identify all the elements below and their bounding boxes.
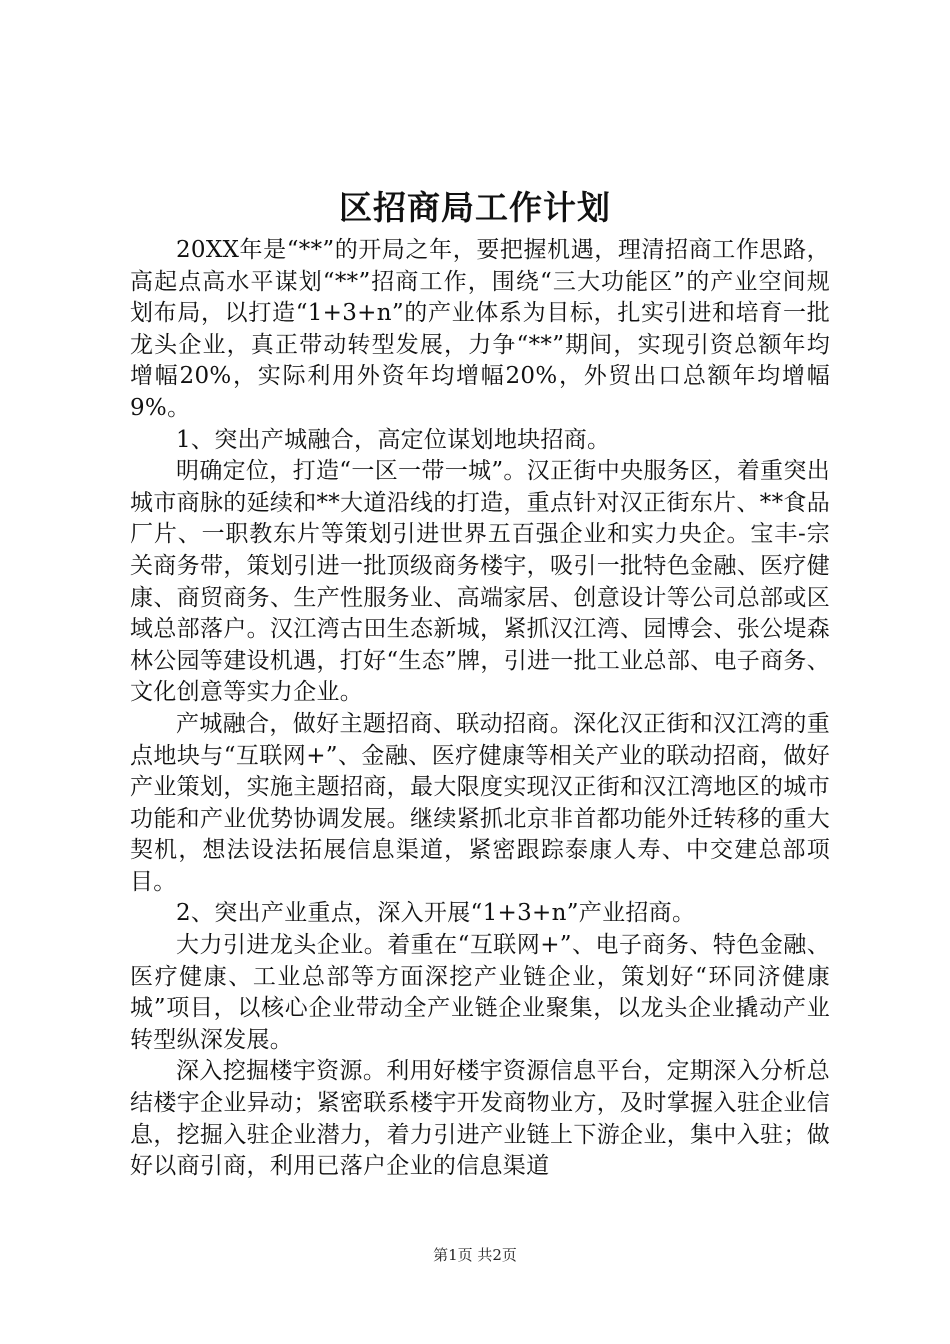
paragraph-positioning: 明确定位，打造“一区一带一城”。汉正街中央服务区，着重突出城市商脉的延续和**大道沿线的打造，重点针对汉正街东片、**食品厂片、一职教东片等策划引进世界五百强企业和实力央企。宝丰-宗关商务带，策划引进一批顶级商务楼宇，吸引一批特色金融、医疗健康、商贸商务、生产性服务业、高端家居、创意设计等公司总部或区域总部落户。汉江湾古田生态新城，紧抓汉江湾、园博会、张公堤森林公园等建设机遇，打好“生态”牌，引进一批工业总部、电子商务、文化创意等实力企业。 <box>130 458 830 706</box>
paragraph-building-resources: 深入挖掘楼宇资源。利用好楼宇资源信息平台，定期深入分析总结楼宇企业异动；紧密联系楼宇开发商物业方，及时掌握入驻企业信息，挖掘入驻企业潜力，着力引进产业链上下游企业，集中入驻；做好以商引商，利用已落户企业的信息渠道 <box>130 1058 830 1180</box>
paragraph-intro: 20XX年是“**”的开局之年，要把握机遇，理清招商工作思路，高起点高水平谋划“**”招商工作，围绕“三大功能区”的产业空间规划布局，以打造“1+3+n”的产业体系为目标，扎实引进和培育一批龙头企业，真正带动转型发展，力争“**”期间，实现引资总额年均增幅20%，实际利用外资年均增幅20%，外贸出口总额年均增幅9%。 <box>130 237 830 421</box>
paragraph-integration: 产城融合，做好主题招商、联动招商。深化汉正街和汉江湾的重点地块与“互联网+”、金融、医疗健康等相关产业的联动招商，做好产业策划，实施主题招商，最大限度实现汉正街和汉江湾地区的城市功能和产业优势协调发展。继续紧抓北京非首都功能外迁转移的重大契机，想法设法拓展信息渠道，紧密跟踪泰康人寿、中交建总部项目。 <box>130 710 830 895</box>
page-footer: 第1页 共2页 <box>433 1246 517 1264</box>
document-title: 区招商局工作计划 <box>339 188 611 227</box>
document-body <box>130 235 830 1183</box>
paragraph-leading-enterprises: 大力引进龙头企业。着重在“互联网+”、电子商务、特色金融、医疗健康、工业总部等方面深挖产业链企业，策划好“环同济健康城”项目，以核心企业带动全产业链企业聚集，以龙头企业撬动产业转型纵深发展。 <box>130 932 830 1053</box>
section-heading-1: 1、突出产城融合，高定位谋划地块招商。 <box>176 426 611 453</box>
section-heading-2: 2、突出产业重点，深入开展“1+3+n”产业招商。 <box>176 900 696 927</box>
